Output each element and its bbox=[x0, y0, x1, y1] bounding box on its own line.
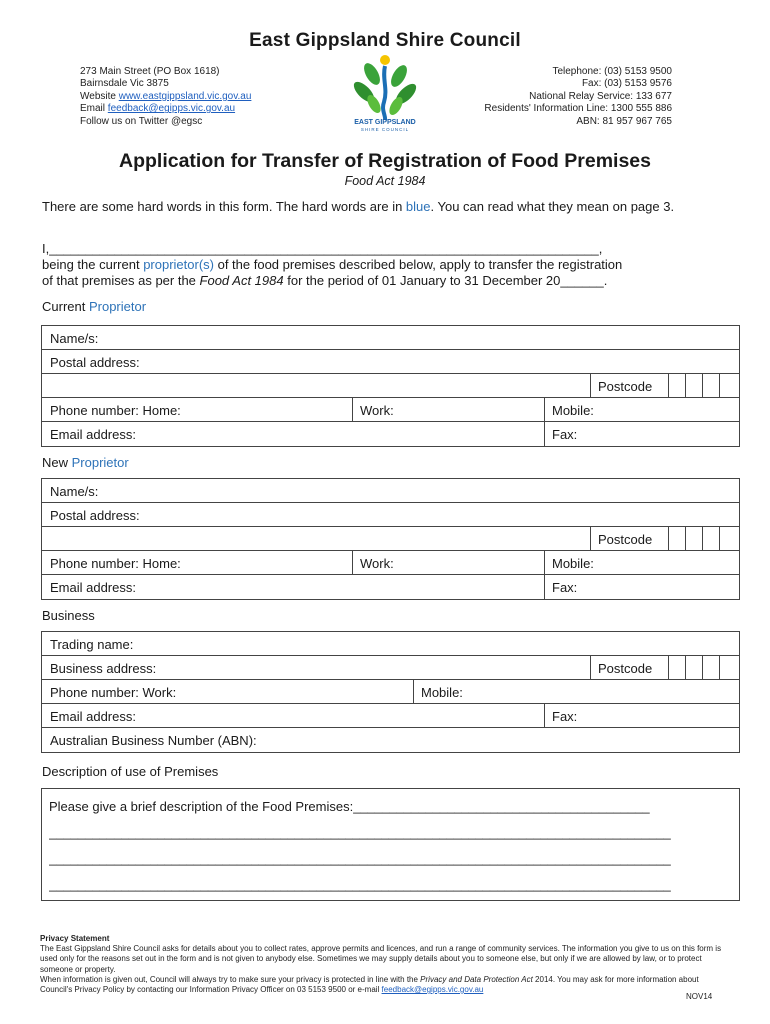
intro-blue-word: blue bbox=[405, 199, 431, 214]
privacy-text: 2014. You may ask for more information about Council's Privacy Policy by contacting our Information Privacy Officer on 03 5153 9500 or e-mail bbox=[40, 974, 699, 995]
intro-text-end: . You can read what they mean on page 3. bbox=[430, 199, 675, 214]
declaration-paragraph bbox=[42, 241, 722, 289]
postcode-digit-box[interactable] bbox=[685, 374, 702, 397]
phone-home-label[interactable]: Phone number: Home: bbox=[50, 403, 181, 418]
description-blank-line[interactable]: ______________________________________________________________________________________ bbox=[49, 825, 671, 840]
trading-name-label: Trading name: bbox=[50, 637, 134, 652]
phone-home-label[interactable]: Phone number: Home: bbox=[50, 556, 181, 571]
postcode-digit-box[interactable] bbox=[668, 374, 685, 397]
form-version-code: NOV14 bbox=[686, 992, 713, 1001]
proprietor-term: proprietor(s) bbox=[143, 257, 214, 272]
work-label[interactable]: Work: bbox=[360, 556, 394, 571]
current-phone-row bbox=[42, 398, 739, 422]
names-label: Name/s: bbox=[50, 484, 99, 499]
act-name: Food Act 1984 bbox=[199, 273, 284, 288]
declaration-text: for the period of 01 January to 31 December 20______. bbox=[283, 273, 608, 288]
new-names-row[interactable] bbox=[42, 479, 739, 503]
council-contact-block bbox=[484, 66, 672, 128]
heading-blue-word: Proprietor bbox=[71, 455, 129, 470]
phone-work-label[interactable]: Phone number: Work: bbox=[50, 685, 177, 700]
council-name: East Gippsland Shire Council bbox=[249, 30, 521, 51]
divider bbox=[590, 656, 591, 679]
address-line: 273 Main Street (PO Box 1618) bbox=[80, 66, 220, 77]
privacy-statement bbox=[40, 934, 732, 995]
business-email-row bbox=[42, 704, 739, 728]
declaration-text: being the current bbox=[42, 257, 144, 272]
council-address-block bbox=[80, 66, 251, 128]
divider bbox=[544, 422, 545, 446]
declaration-line-3 bbox=[42, 273, 722, 289]
heading-text: Current bbox=[42, 299, 89, 314]
postcode-digit-box[interactable] bbox=[668, 656, 685, 679]
new-email-row bbox=[42, 575, 739, 599]
postcode-digit-box[interactable] bbox=[702, 527, 719, 550]
new-phone-row bbox=[42, 551, 739, 575]
fax-label[interactable]: Fax: bbox=[552, 709, 578, 724]
postal-label: Postal address: bbox=[50, 508, 140, 523]
divider bbox=[352, 398, 353, 421]
current-names-row[interactable] bbox=[42, 326, 739, 350]
contact-line: ABN: 81 957 967 765 bbox=[576, 115, 672, 127]
declaration-name-line[interactable]: I,____________________________________________________________________________, bbox=[42, 241, 603, 256]
postcode-label: Postcode bbox=[598, 532, 653, 547]
divider bbox=[544, 704, 545, 727]
intro-paragraph bbox=[42, 199, 702, 215]
divider bbox=[352, 551, 353, 574]
current-proprietor-heading bbox=[42, 299, 146, 314]
current-proprietor-table bbox=[41, 325, 740, 447]
council-logo bbox=[344, 54, 426, 132]
address-line: Bairnsdale Vic 3875 bbox=[80, 78, 169, 90]
divider bbox=[413, 680, 414, 703]
privacy-email-link[interactable]: feedback@egipps.vic.gov.au bbox=[381, 985, 484, 995]
divider bbox=[590, 527, 591, 550]
postcode-label: Postcode bbox=[598, 379, 653, 394]
email-line[interactable]: Email feedback@egipps.vic.gov.au bbox=[80, 103, 236, 115]
work-label[interactable]: Work: bbox=[360, 403, 394, 418]
logo-subtext: SHIRE COUNCIL bbox=[360, 127, 410, 132]
mobile-label[interactable]: Mobile: bbox=[552, 403, 594, 418]
mobile-label[interactable]: Mobile: bbox=[421, 685, 463, 700]
postcode-digit-box[interactable] bbox=[719, 656, 739, 679]
current-email-row bbox=[42, 422, 739, 446]
description-heading: Description of use of Premises bbox=[42, 764, 219, 779]
description-box[interactable] bbox=[41, 788, 740, 901]
privacy-text: When information is given out, Council will always try to make sure your privacy is protected in line with the bbox=[40, 974, 421, 984]
heading-text: New bbox=[42, 455, 72, 470]
description-prompt: Please give a brief description of the Food Premises:_________________________________________ bbox=[49, 799, 650, 814]
divider bbox=[544, 551, 545, 574]
declaration-text: of that premises as per the bbox=[42, 273, 200, 288]
logo-text: EAST GIPPSLAND bbox=[354, 119, 416, 126]
postcode-digit-box[interactable] bbox=[702, 374, 719, 397]
current-postcode-row bbox=[42, 374, 739, 398]
mobile-label[interactable]: Mobile: bbox=[552, 556, 594, 571]
description-blank-line[interactable]: ______________________________________________________________________________________ bbox=[49, 851, 671, 866]
divider bbox=[544, 398, 545, 421]
contact-line: Telephone: (03) 5153 9500 bbox=[552, 66, 672, 77]
contact-line: Fax: (03) 5153 9576 bbox=[581, 78, 672, 90]
divider bbox=[590, 374, 591, 397]
business-phone-row bbox=[42, 680, 739, 704]
privacy-heading: Privacy Statement bbox=[40, 934, 110, 943]
postcode-digit-box[interactable] bbox=[719, 374, 739, 397]
postcode-digit-box[interactable] bbox=[702, 656, 719, 679]
intro-text: There are some hard words in this form. The hard words are in bbox=[42, 199, 406, 214]
postcode-digit-box[interactable] bbox=[668, 527, 685, 550]
divider bbox=[544, 575, 545, 599]
current-postal-row[interactable] bbox=[42, 350, 739, 374]
contact-line: Residents' Information Line: 1300 555 886 bbox=[484, 103, 672, 115]
new-proprietor-table bbox=[41, 478, 740, 600]
postcode-label: Postcode bbox=[598, 661, 653, 676]
email-label[interactable]: Email address: bbox=[50, 580, 136, 595]
privacy-act-name: Privacy and Data Protection Act bbox=[420, 974, 533, 984]
abn-label: Australian Business Number (ABN): bbox=[50, 733, 257, 748]
email-label[interactable]: Email address: bbox=[50, 709, 136, 724]
business-address-label[interactable]: Business address: bbox=[50, 661, 157, 676]
privacy-paragraph-1: The East Gippsland Shire Council asks for details about you to collect rates, approve permits and licences, and run a range of community services. The information you give to us on this form is used only for the reasons set out in the form and is not given to anybody else. Sometimes we may supply details about you to someone else, but only if we are allowed by law, or to protect someone or property. bbox=[40, 944, 722, 974]
new-proprietor-heading bbox=[42, 455, 129, 470]
business-address-row bbox=[42, 656, 739, 680]
postal-label: Postal address: bbox=[50, 355, 140, 370]
fax-label[interactable]: Fax: bbox=[552, 580, 578, 595]
declaration-text: of the food premises described below, apply to transfer the registration bbox=[213, 257, 623, 272]
heading-blue-word: Proprietor bbox=[88, 299, 147, 314]
declaration-line-2 bbox=[42, 257, 722, 273]
contact-line: National Relay Service: 133 677 bbox=[529, 90, 672, 102]
new-postcode-row bbox=[42, 527, 739, 551]
abn-row[interactable] bbox=[42, 728, 739, 752]
form-title: Application for Transfer of Registration of Food Premises bbox=[119, 150, 651, 172]
trading-name-row[interactable] bbox=[42, 632, 739, 656]
form-subtitle: Food Act 1984 bbox=[344, 174, 426, 188]
fax-label[interactable]: Fax: bbox=[552, 427, 578, 442]
postcode-digit-box[interactable] bbox=[685, 527, 702, 550]
new-postal-row[interactable] bbox=[42, 503, 739, 527]
postcode-digit-box[interactable] bbox=[685, 656, 702, 679]
email-label[interactable]: Email address: bbox=[50, 427, 136, 442]
names-label: Name/s: bbox=[50, 331, 99, 346]
website-line[interactable]: Website www.eastgippsland.vic.gov.au bbox=[80, 90, 252, 102]
business-table bbox=[41, 631, 740, 753]
twitter-line: Follow us on Twitter @egsc bbox=[80, 115, 203, 127]
description-blank-line[interactable]: ______________________________________________________________________________________ bbox=[49, 877, 671, 892]
business-heading: Business bbox=[42, 608, 95, 623]
postcode-digit-box[interactable] bbox=[719, 527, 739, 550]
